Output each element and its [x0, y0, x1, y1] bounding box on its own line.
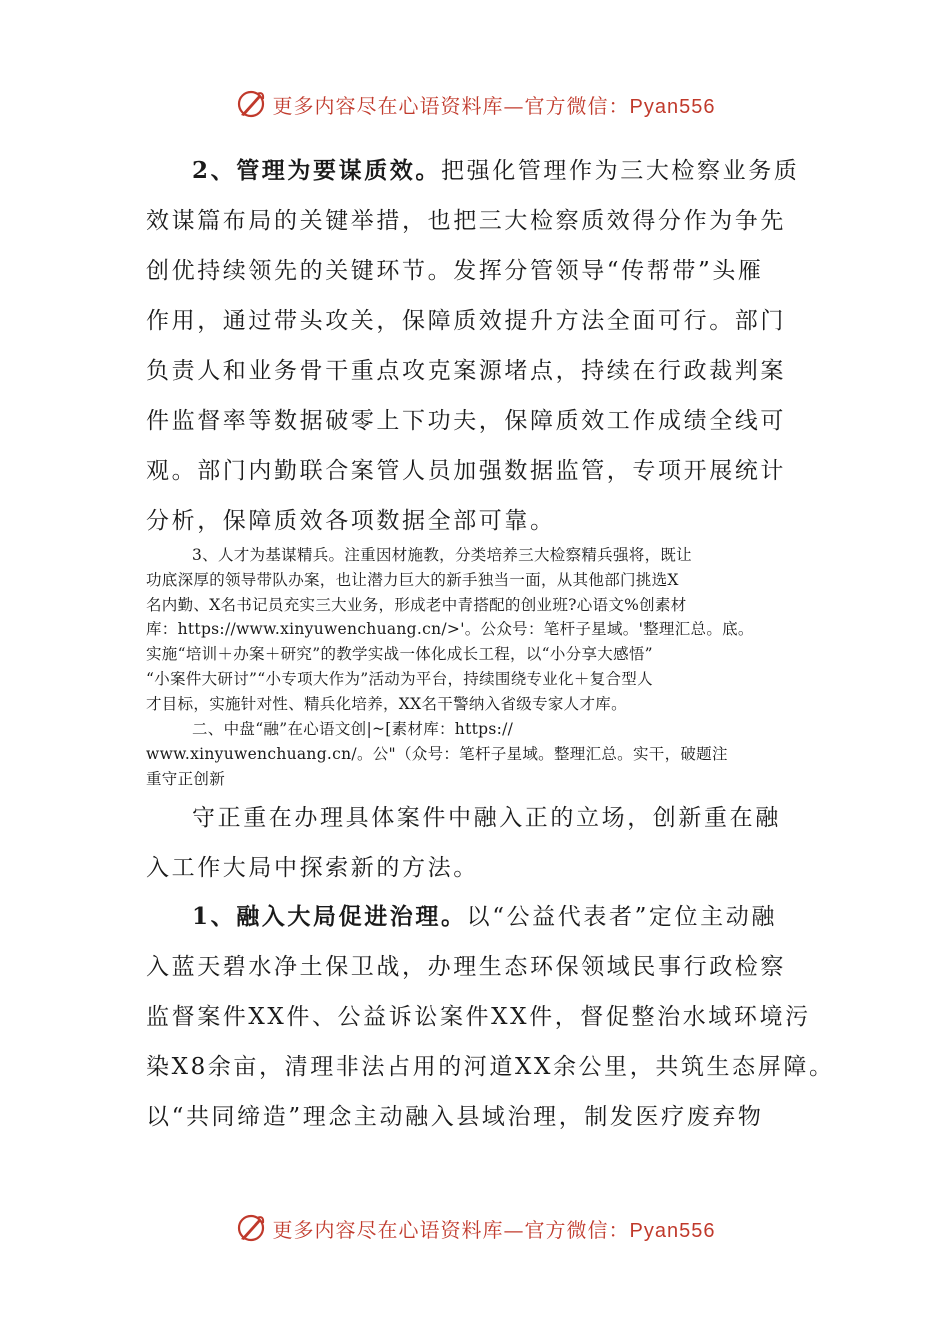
- text-line: 监督案件XX件、公益诉讼案件XX件，督促整治水域环境污: [146, 1004, 811, 1030]
- quill-logo-icon: [235, 1212, 267, 1244]
- text-line: 创优持续领先的关键环节。发挥分管领导“传帮带”头雁: [146, 258, 764, 284]
- text-line: “小案件大研讨”“小专项大作为”活动为平台，持续围绕专业化＋复合型人: [146, 669, 653, 688]
- paragraph-talent: [146, 543, 826, 717]
- text-line: 实施“培训＋办案＋研究”的教学实战一体化成长工程，以“小分享大感悟”: [146, 645, 653, 664]
- section-heading: 1、融入大局促进治理。: [192, 903, 467, 930]
- paragraph-innovation: [146, 793, 826, 893]
- banner-text: 更多内容尽在心语资料库—官方微信：Pyan556: [272, 1217, 716, 1242]
- banner-text: 更多内容尽在心语资料库—官方微信：Pyan556: [272, 93, 716, 118]
- text-line: 染X8余亩，清理非法占用的河道XX余公里，共筑生态屏障。: [146, 1054, 835, 1080]
- paragraph-management: 2、管理为要谋质效。把强化管理作为三大检察业务质 效谋篇布局的关键举措，也把三大检察质效得分作为争先 创优持续领先的关键环节。发挥分管领导“传帮带”头雁 作用，通过带头攻关，保障质效提升方法全面可行。部门 负责人和业务骨干重点攻克案源堵点，持续在行政裁判案 件监督率等数据破零上下功夫，保障质效工作成绩全线可 观。部门内勤联合案管人员加强数据监管，专项开展统计 分析，保障质效各项数据全部可靠。: [146, 146, 826, 546]
- header-banner: [0, 84, 950, 124]
- text-line: 入蓝天碧水净土保卫战，办理生态环保领域民事行政检察: [146, 954, 786, 980]
- text-line: www.xinyuwenchuang.cn/。公"（众号：笔杆子星域。整理汇总。实干，破题注: [146, 744, 728, 763]
- text-line: 功底深厚的领导带队办案，也让潜力巨大的新手独当一面，从其他部门挑选X: [146, 570, 679, 589]
- text-line: 负责人和业务骨干重点攻克案源堵点，持续在行政裁判案: [146, 358, 786, 384]
- text-line: 3、人才为基谋精兵。注重因材施教，分类培养三大检察精兵强将，既让: [192, 546, 692, 564]
- text-line: 以“共同缔造”理念主动融入县域治理，制发医疗废弃物: [146, 1104, 764, 1130]
- text-line: 效谋篇布局的关键举措，也把三大检察质效得分作为争先: [146, 208, 786, 234]
- text-line: 库：https://www.xinyuwenchuang.cn/>'。公众号：笔杆子星域。'整理汇总。底。: [146, 620, 754, 639]
- text-line: 二、中盘“融”在心语文创|~[素材库：https://: [192, 720, 514, 738]
- section-heading: 2、管理为要谋质效。: [192, 157, 442, 184]
- footer-banner: [0, 1208, 950, 1248]
- text-line: 守正重在办理具体案件中融入正的立场，创新重在融: [192, 805, 781, 831]
- text-line: 才目标，实施针对性、精兵化培养，XX名干警纳入省级专家人才库。: [146, 694, 627, 713]
- wechat-id: Pyan556: [629, 1219, 716, 1242]
- text-line: 重守正创新: [146, 769, 226, 788]
- text-line: 分析，保障质效各项数据全部可靠。: [146, 508, 556, 534]
- paragraph-midgame: [146, 717, 826, 791]
- paragraph-governance: 1、融入大局促进治理。以“公益代表者”定位主动融 入蓝天碧水净土保卫战，办理生态环保领域民事行政检察 监督案件XX件、公益诉讼案件XX件，督促整治水域环境污 染X8余亩，清理非法占用的河道XX余公里，共筑生态屏障。 以“共同缔造”理念主动融入县域治理，制发医疗废弃物: [146, 892, 826, 1142]
- quill-logo-icon: [235, 88, 267, 120]
- text-line: 名内勤、X名书记员充实三大业务，形成老中青搭配的创业班?心语文%创素材: [146, 595, 687, 614]
- text-line: 观。部门内勤联合案管人员加强数据监管，专项开展统计: [146, 458, 786, 484]
- text-line: 作用，通过带头攻关，保障质效提升方法全面可行。部门: [146, 308, 786, 334]
- wechat-id: Pyan556: [629, 95, 716, 118]
- text-line: 件监督率等数据破零上下功夫，保障质效工作成绩全线可: [146, 408, 786, 434]
- text-line: 入工作大局中探索新的方法。: [146, 855, 479, 881]
